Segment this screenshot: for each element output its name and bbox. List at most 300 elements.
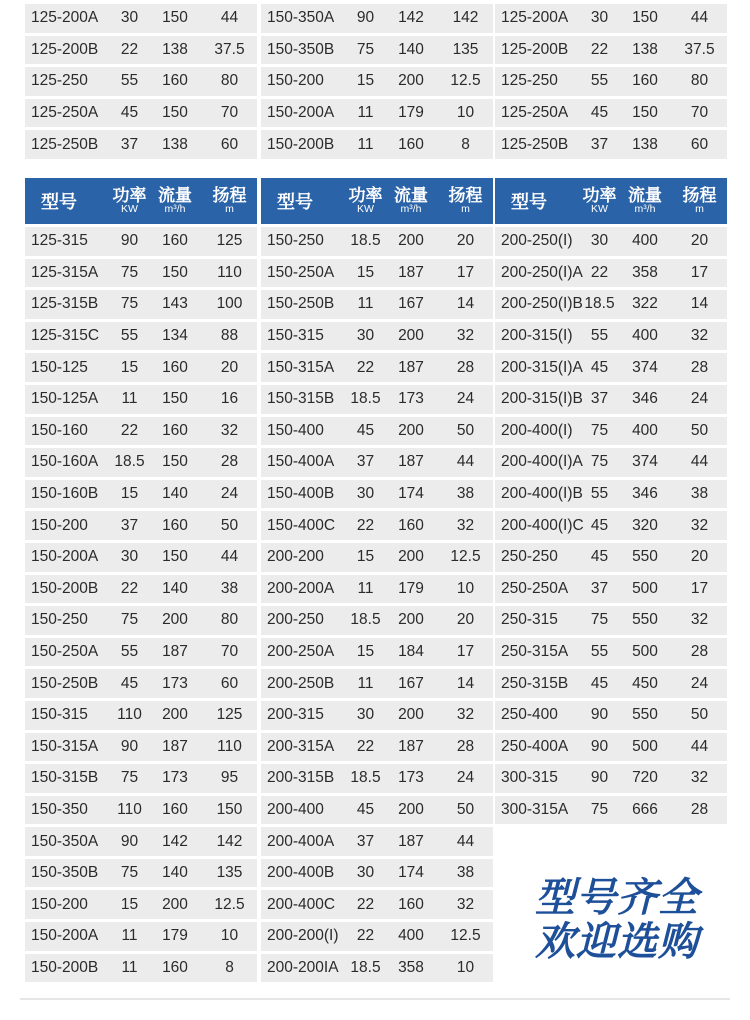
model-cell: 250-315B	[501, 674, 569, 692]
table-row	[495, 448, 727, 477]
model-cell: 200-315(I)B	[501, 390, 583, 408]
model-cell: 150-315A	[31, 737, 99, 755]
header-flow-label: 流量	[394, 185, 428, 205]
header-flow-label: 流量	[628, 185, 662, 205]
power-cell: 11	[357, 579, 374, 597]
model-cell: 125-250	[501, 72, 558, 90]
model-cell: 200-400	[267, 800, 324, 818]
flow-cell: 138	[632, 135, 658, 153]
model-cell: 200-400C	[267, 895, 336, 913]
header-flow-unit: m³/h	[400, 203, 422, 216]
table-row	[25, 130, 257, 159]
flow-cell: 160	[162, 72, 188, 90]
power-cell: 75	[590, 421, 609, 439]
header-power-unit: KW	[357, 203, 374, 216]
power-cell: 90	[120, 737, 139, 755]
head-cell: 24	[690, 390, 709, 408]
power-cell: 90	[590, 737, 609, 755]
flow-cell: 140	[162, 485, 188, 503]
head-cell: 14	[690, 295, 709, 313]
model-cell: 125-200A	[501, 9, 569, 27]
head-cell: 32	[456, 706, 475, 724]
head-cell: 28	[456, 737, 475, 755]
model-cell: 200-315B	[267, 769, 335, 787]
flow-cell: 187	[398, 832, 424, 850]
model-cell: 125-315B	[31, 295, 99, 313]
table-row	[495, 99, 727, 128]
head-cell: 44	[690, 9, 709, 27]
head-cell: 44	[220, 9, 239, 27]
flow-cell: 322	[632, 295, 658, 313]
table-row	[261, 543, 493, 572]
head-cell: 28	[220, 453, 239, 471]
header-flow	[618, 187, 672, 216]
flow-cell: 150	[162, 104, 188, 122]
head-cell: 10	[456, 579, 475, 597]
table-row	[261, 290, 493, 319]
header-head-label: 扬程	[448, 185, 483, 205]
power-cell: 15	[356, 263, 375, 281]
header-head	[438, 187, 493, 216]
head-cell: 110	[217, 737, 242, 755]
power-cell: 55	[120, 72, 139, 90]
model-cell: 200-250(I)	[501, 232, 573, 250]
table-row	[495, 480, 727, 509]
table-row	[495, 638, 727, 667]
head-cell: 24	[220, 485, 239, 503]
power-cell: 55	[590, 72, 609, 90]
model-cell: 150-250B	[267, 295, 335, 313]
power-cell: 37	[590, 579, 609, 597]
power-cell: 18.5	[350, 232, 381, 250]
head-cell: 80	[220, 611, 239, 629]
head-cell: 12.5	[214, 895, 245, 913]
head-cell: 32	[456, 327, 475, 345]
model-cell: 150-350B	[31, 864, 99, 882]
head-cell: 100	[216, 295, 243, 313]
head-cell: 60	[220, 674, 239, 692]
head-cell: 150	[216, 800, 243, 818]
power-cell: 22	[356, 895, 375, 913]
flow-cell: 200	[398, 706, 424, 724]
table-row	[25, 890, 257, 919]
flow-cell: 200	[162, 611, 188, 629]
power-cell: 75	[120, 295, 139, 313]
power-cell: 18.5	[350, 769, 381, 787]
power-cell: 55	[590, 327, 609, 345]
header-power-unit: KW	[121, 203, 138, 216]
power-cell: 75	[356, 40, 375, 58]
head-cell: 32	[690, 327, 709, 345]
power-cell: 11	[357, 674, 374, 692]
header-head-label: 扬程	[212, 185, 247, 205]
flow-cell: 200	[398, 611, 424, 629]
power-cell: 30	[120, 9, 139, 27]
power-cell: 11	[357, 104, 374, 122]
flow-cell: 160	[162, 421, 188, 439]
model-cell: 125-200B	[31, 40, 99, 58]
head-cell: 70	[220, 643, 239, 661]
flow-cell: 160	[398, 895, 424, 913]
head-cell: 60	[220, 135, 239, 153]
model-cell: 150-350A	[31, 832, 99, 850]
model-cell: 300-315A	[501, 800, 569, 818]
table-row	[495, 4, 727, 33]
model-cell: 200-400A	[267, 832, 335, 850]
head-cell: 20	[456, 232, 475, 250]
power-cell: 45	[590, 358, 609, 376]
table-row	[261, 417, 493, 446]
flow-cell: 550	[632, 548, 658, 566]
table-row	[25, 922, 257, 951]
model-cell: 150-250	[267, 232, 324, 250]
flow-cell: 550	[632, 706, 658, 724]
flow-cell: 187	[398, 453, 424, 471]
power-cell: 30	[356, 327, 375, 345]
model-cell: 125-315	[31, 232, 88, 250]
flow-cell: 140	[162, 864, 188, 882]
power-cell: 15	[120, 358, 139, 376]
model-cell: 150-400B	[267, 485, 335, 503]
flow-cell: 187	[162, 643, 188, 661]
power-cell: 18.5	[350, 611, 381, 629]
head-cell: 16	[220, 390, 239, 408]
header-head-label: 扬程	[682, 185, 717, 205]
head-cell: 17	[456, 263, 475, 281]
head-cell: 95	[220, 769, 239, 787]
power-cell: 30	[356, 864, 375, 882]
power-cell: 75	[590, 800, 609, 818]
flow-cell: 400	[632, 421, 658, 439]
table-row	[25, 417, 257, 446]
head-cell: 17	[690, 579, 709, 597]
flow-cell: 400	[632, 327, 658, 345]
table-row	[25, 827, 257, 856]
spec-table-2	[261, 178, 493, 985]
head-cell: 37.5	[684, 40, 715, 58]
flow-cell: 358	[632, 263, 658, 281]
flow-cell: 150	[162, 390, 188, 408]
model-cell: 250-400	[501, 706, 558, 724]
power-cell: 22	[120, 40, 139, 58]
head-cell: 17	[690, 263, 709, 281]
flow-cell: 160	[162, 958, 188, 976]
flow-cell: 174	[398, 485, 424, 503]
flow-cell: 160	[398, 135, 424, 153]
table-row	[261, 4, 493, 33]
power-cell: 22	[356, 927, 375, 945]
flow-cell: 200	[398, 548, 424, 566]
head-cell: 80	[220, 72, 239, 90]
table-row	[495, 606, 727, 635]
flow-cell: 173	[398, 390, 424, 408]
head-cell: 12.5	[450, 72, 481, 90]
power-cell: 30	[590, 9, 609, 27]
head-cell: 135	[216, 864, 243, 882]
power-cell: 75	[120, 263, 139, 281]
head-cell: 50	[220, 516, 239, 534]
flow-cell: 550	[632, 611, 658, 629]
power-cell: 55	[590, 485, 609, 503]
table-row	[25, 669, 257, 698]
table-row	[495, 511, 727, 540]
power-cell: 30	[356, 706, 375, 724]
table-row	[261, 796, 493, 825]
table-row	[25, 606, 257, 635]
top-table-middle	[261, 4, 493, 162]
power-cell: 18.5	[584, 295, 615, 313]
power-cell: 90	[120, 832, 139, 850]
flow-cell: 160	[162, 800, 188, 818]
spec-table-3	[495, 178, 727, 827]
flow-cell: 179	[398, 104, 424, 122]
table-row	[495, 290, 727, 319]
table-row	[261, 922, 493, 951]
flow-cell: 200	[398, 421, 424, 439]
flow-cell: 160	[162, 516, 188, 534]
table-row	[261, 859, 493, 888]
table-row	[25, 638, 257, 667]
flow-cell: 138	[162, 40, 188, 58]
table-row	[495, 130, 727, 159]
flow-cell: 666	[632, 800, 658, 818]
head-cell: 28	[690, 643, 709, 661]
flow-cell: 346	[632, 390, 658, 408]
head-cell: 14	[456, 674, 475, 692]
head-cell: 28	[690, 358, 709, 376]
head-cell: 44	[456, 832, 475, 850]
power-cell: 45	[590, 548, 609, 566]
flow-cell: 167	[398, 295, 424, 313]
model-cell: 150-315	[267, 327, 324, 345]
head-cell: 38	[456, 864, 475, 882]
power-cell: 37	[590, 390, 609, 408]
power-cell: 11	[121, 390, 138, 408]
model-cell: 200-315	[267, 706, 324, 724]
model-cell: 150-200A	[31, 548, 99, 566]
header-flow	[148, 187, 202, 216]
table-header	[261, 178, 493, 224]
model-cell: 200-200A	[267, 579, 335, 597]
head-cell: 28	[456, 358, 475, 376]
table-row	[25, 4, 257, 33]
head-cell: 28	[690, 800, 709, 818]
head-cell: 20	[456, 611, 475, 629]
model-cell: 125-250A	[31, 104, 99, 122]
power-cell: 75	[120, 769, 139, 787]
model-cell: 150-400	[267, 421, 324, 439]
model-cell: 125-250	[31, 72, 88, 90]
slogan-line-1: 型号齐全	[535, 875, 699, 921]
table-row	[261, 701, 493, 730]
head-cell: 10	[456, 958, 475, 976]
model-cell: 150-200A	[267, 104, 335, 122]
flow-cell: 179	[162, 927, 188, 945]
header-power-label: 功率	[348, 185, 383, 205]
power-cell: 90	[356, 9, 375, 27]
table-row	[261, 259, 493, 288]
model-cell: 150-350B	[267, 40, 335, 58]
flow-cell: 160	[398, 516, 424, 534]
table-row	[25, 322, 257, 351]
model-cell: 125-250B	[501, 135, 569, 153]
slogan-line-2: 欢迎选购	[535, 919, 699, 965]
model-cell: 125-315C	[31, 327, 100, 345]
table-row	[25, 701, 257, 730]
table-row	[261, 353, 493, 382]
power-cell: 22	[590, 263, 609, 281]
table-row	[495, 36, 727, 65]
flow-cell: 200	[398, 72, 424, 90]
flow-cell: 142	[162, 832, 188, 850]
model-cell: 150-315A	[267, 358, 335, 376]
model-cell: 300-315	[501, 769, 558, 787]
flow-cell: 150	[632, 9, 658, 27]
table-row	[261, 227, 493, 256]
power-cell: 90	[590, 769, 609, 787]
power-cell: 15	[356, 72, 375, 90]
head-cell: 8	[461, 135, 470, 153]
table-row	[261, 606, 493, 635]
model-cell: 125-250B	[31, 135, 99, 153]
power-cell: 90	[590, 706, 609, 724]
head-cell: 142	[216, 832, 243, 850]
table-row	[261, 890, 493, 919]
model-cell: 200-200	[267, 548, 324, 566]
head-cell: 17	[456, 643, 475, 661]
flow-cell: 167	[398, 674, 424, 692]
flow-cell: 200	[162, 895, 188, 913]
head-cell: 24	[456, 769, 475, 787]
power-cell: 90	[120, 232, 139, 250]
model-cell: 200-200(I)	[267, 927, 339, 945]
power-cell: 22	[356, 737, 375, 755]
flow-cell: 143	[162, 295, 188, 313]
model-cell: 250-315A	[501, 643, 569, 661]
model-cell: 200-315A	[267, 737, 335, 755]
power-cell: 37	[120, 516, 139, 534]
head-cell: 38	[690, 485, 709, 503]
head-cell: 32	[220, 421, 239, 439]
table-row	[261, 954, 493, 983]
flow-cell: 142	[398, 9, 424, 27]
table-row	[25, 511, 257, 540]
head-cell: 32	[456, 895, 475, 913]
head-cell: 32	[690, 611, 709, 629]
flow-cell: 187	[398, 358, 424, 376]
table-header	[495, 178, 727, 224]
head-cell: 44	[456, 453, 475, 471]
power-cell: 11	[121, 927, 138, 945]
model-cell: 150-250	[31, 611, 88, 629]
table-row	[261, 733, 493, 762]
head-cell: 88	[220, 327, 239, 345]
head-cell: 32	[690, 516, 709, 534]
power-cell: 11	[357, 135, 374, 153]
head-cell: 38	[456, 485, 475, 503]
table-row	[25, 99, 257, 128]
header-power-unit: KW	[591, 203, 608, 216]
table-row	[25, 36, 257, 65]
power-cell: 45	[356, 421, 375, 439]
head-cell: 14	[456, 295, 475, 313]
head-cell: 12.5	[450, 927, 481, 945]
power-cell: 45	[120, 104, 139, 122]
flow-cell: 200	[162, 706, 188, 724]
model-cell: 200-400B	[267, 864, 335, 882]
header-model: 型号	[277, 192, 313, 212]
power-cell: 15	[356, 643, 375, 661]
flow-cell: 500	[632, 643, 658, 661]
head-cell: 37.5	[214, 40, 245, 58]
power-cell: 55	[590, 643, 609, 661]
table-row	[495, 67, 727, 96]
power-cell: 15	[120, 485, 139, 503]
model-cell: 150-250A	[31, 643, 99, 661]
flow-cell: 150	[632, 104, 658, 122]
head-cell: 10	[220, 927, 239, 945]
power-cell: 18.5	[350, 958, 381, 976]
model-cell: 125-250A	[501, 104, 569, 122]
power-cell: 110	[117, 706, 142, 724]
power-cell: 18.5	[350, 390, 381, 408]
spec-table-1	[25, 178, 257, 985]
flow-cell: 320	[632, 516, 658, 534]
head-cell: 8	[225, 958, 234, 976]
power-cell: 30	[590, 232, 609, 250]
power-cell: 30	[356, 485, 375, 503]
model-cell: 150-200B	[267, 135, 335, 153]
divider	[20, 998, 730, 1000]
header-power-label: 功率	[582, 185, 617, 205]
head-cell: 24	[690, 674, 709, 692]
model-cell: 150-350	[31, 800, 88, 818]
flow-cell: 179	[398, 579, 424, 597]
model-cell: 200-250B	[267, 674, 335, 692]
model-cell: 150-250A	[267, 263, 335, 281]
power-cell: 75	[120, 864, 139, 882]
model-cell: 150-125	[31, 358, 88, 376]
table-row	[25, 259, 257, 288]
flow-cell: 150	[162, 263, 188, 281]
head-cell: 50	[690, 421, 709, 439]
header-flow-unit: m³/h	[634, 203, 656, 216]
flow-cell: 187	[162, 737, 188, 755]
flow-cell: 450	[632, 674, 658, 692]
head-cell: 38	[220, 579, 239, 597]
flow-cell: 173	[162, 674, 188, 692]
table-row	[25, 575, 257, 604]
table-row	[495, 733, 727, 762]
flow-cell: 720	[632, 769, 658, 787]
head-cell: 70	[690, 104, 709, 122]
table-row	[495, 259, 727, 288]
power-cell: 37	[590, 135, 609, 153]
table-row	[261, 511, 493, 540]
model-cell: 250-250	[501, 548, 558, 566]
head-cell: 50	[690, 706, 709, 724]
table-row	[495, 701, 727, 730]
model-cell: 150-200	[31, 895, 88, 913]
header-power	[581, 187, 618, 216]
header-power	[111, 187, 148, 216]
model-cell: 200-250	[267, 611, 324, 629]
model-cell: 150-350A	[267, 9, 335, 27]
model-cell: 200-250(I)B	[501, 295, 583, 313]
table-row	[25, 67, 257, 96]
model-cell: 150-125A	[31, 390, 99, 408]
head-cell: 80	[690, 72, 709, 90]
